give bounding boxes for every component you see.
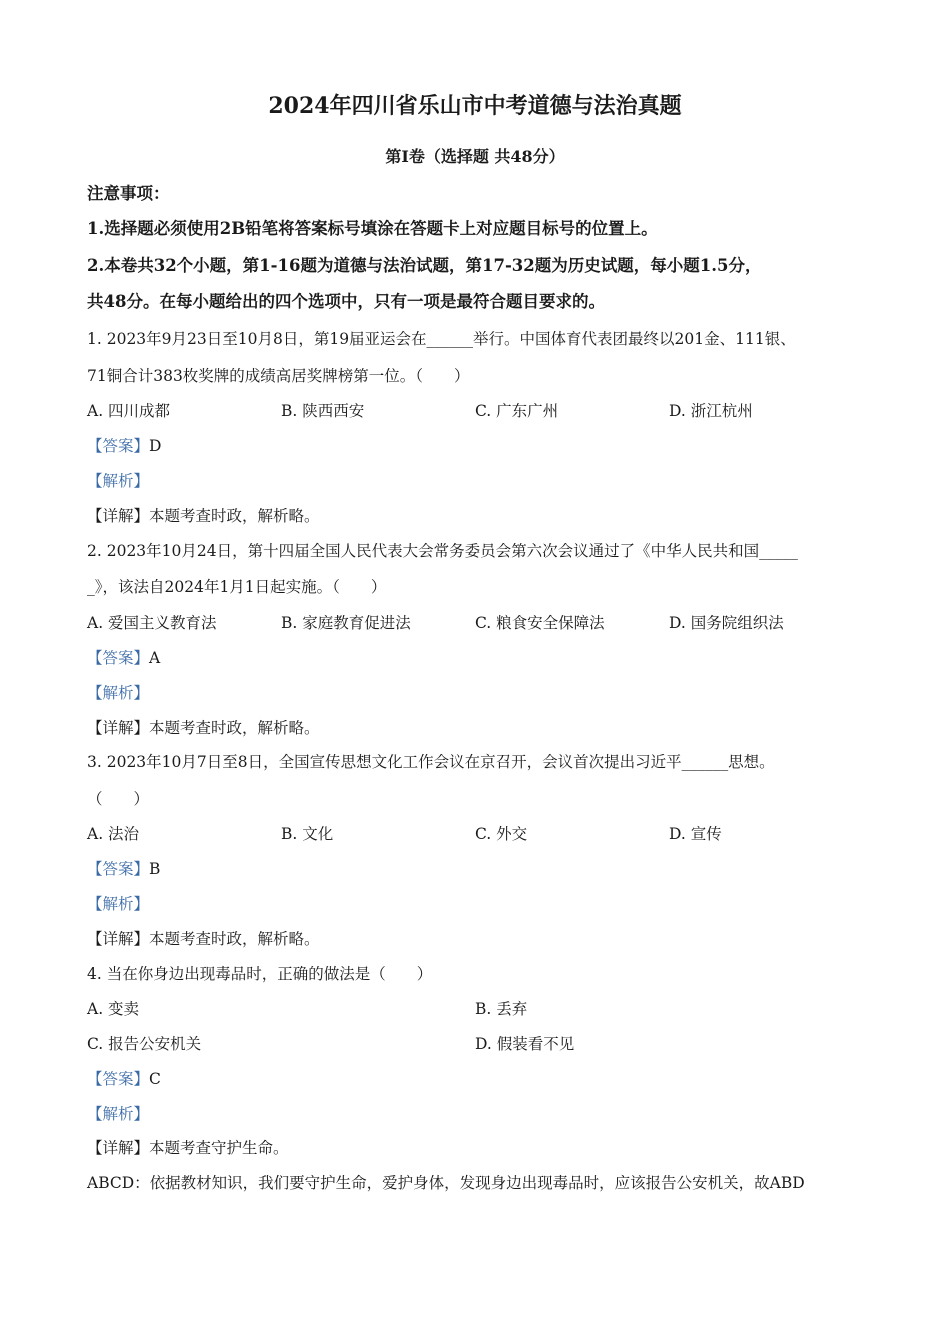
question-2-analysis-tag: 【解析】 xyxy=(87,684,150,702)
question-1-analysis-tag: 【解析】 xyxy=(87,472,150,490)
question-2-detail xyxy=(87,718,320,738)
answer-tag: 【答案】 xyxy=(87,1070,150,1088)
question-1-option-a: A. 四川成都 xyxy=(87,402,171,420)
question-1-detail xyxy=(87,506,320,526)
question-2-stem-line-1: 2. 2023年10月24日，第十四届全国人民代表大会常务委员会第六次会议通过了《中华人民共和国_____ xyxy=(87,542,798,560)
question-4-option-c: C. 报告公安机关 xyxy=(87,1035,202,1053)
notice-item-1: 1.选择题必须使用2B铅笔将答案标号填涂在答题卡上对应题目标号的位置上。 xyxy=(87,219,658,238)
question-4-option-b: B. 丢弃 xyxy=(475,1000,528,1018)
answer-tag: 【答案】 xyxy=(87,649,150,667)
question-4-explanation: ABCD：依据教材知识，我们要守护生命，爱护身体，发现身边出现毒品时，应该报告公安机关，故ABD xyxy=(87,1174,805,1192)
detail-text: 本题考查时政，解析略。 xyxy=(149,930,320,948)
answer-tag: 【答案】 xyxy=(87,437,150,455)
question-4-answer xyxy=(87,1069,161,1089)
question-2-option-c: C. 粮食安全保障法 xyxy=(475,614,605,632)
question-3-stem-line-1: 3. 2023年10月7日至8日，全国宣传思想文化工作会议在京召开，会议首次提出习近平______思想。 xyxy=(87,753,775,771)
question-2-option-b: B. 家庭教育促进法 xyxy=(281,614,411,632)
question-1-answer xyxy=(87,436,161,456)
question-1-option-b: B. 陕西西安 xyxy=(281,402,365,420)
detail-text: 本题考查时政，解析略。 xyxy=(149,719,320,737)
detail-text: 本题考查守护生命。 xyxy=(149,1139,289,1157)
question-3-option-b: B. 文化 xyxy=(281,825,334,843)
question-1-option-c: C. 广东广州 xyxy=(475,402,559,420)
answer-value: D xyxy=(149,437,162,455)
detail-tag: 【详解】 xyxy=(87,507,150,525)
document-title: 2024年四川省乐山市中考道德与法治真题 xyxy=(268,93,682,119)
question-4-analysis-tag: 【解析】 xyxy=(87,1105,150,1123)
section-subtitle: 第Ⅰ卷（选择题 共48分） xyxy=(385,147,565,166)
question-1-option-d: D. 浙江杭州 xyxy=(669,402,753,420)
detail-tag: 【详解】 xyxy=(87,1139,150,1157)
question-1-stem-line-2: 71铜合计383枚奖牌的成绩高居奖牌榜第一位。（ ） xyxy=(87,367,470,385)
notice-item-2-line-2: 共48分。在每小题给出的四个选项中，只有一项是最符合题目要求的。 xyxy=(87,292,605,311)
question-3-detail xyxy=(87,929,320,949)
detail-tag: 【详解】 xyxy=(87,930,150,948)
question-3-option-d: D. 宣传 xyxy=(669,825,722,843)
answer-value: A xyxy=(149,649,161,667)
question-2-answer xyxy=(87,648,160,668)
question-4-option-a: A. 变卖 xyxy=(87,1000,140,1018)
answer-value: C xyxy=(149,1070,161,1088)
question-4-stem: 4. 当在你身边出现毒品时，正确的做法是（ ） xyxy=(87,965,433,983)
question-3-answer xyxy=(87,859,160,879)
question-2-option-a: A. 爱国主义教育法 xyxy=(87,614,217,632)
question-3-stem-line-2: （ ） xyxy=(87,790,150,808)
question-2-stem-line-2: _》，该法自2024年1月1日起实施。（ ） xyxy=(87,578,387,596)
question-3-analysis-tag: 【解析】 xyxy=(87,895,150,913)
answer-value: B xyxy=(149,860,161,878)
notice-heading: 注意事项： xyxy=(87,184,170,203)
question-4-detail xyxy=(87,1138,289,1158)
question-1-stem-line-1: 1. 2023年9月23日至10月8日，第19届亚运会在______举行。中国体育代表团最终以201金、111银、 xyxy=(87,330,796,348)
detail-tag: 【详解】 xyxy=(87,719,150,737)
detail-text: 本题考查时政，解析略。 xyxy=(149,507,320,525)
answer-tag: 【答案】 xyxy=(87,860,150,878)
question-3-option-c: C. 外交 xyxy=(475,825,528,843)
question-3-option-a: A. 法治 xyxy=(87,825,140,843)
question-2-option-d: D. 国务院组织法 xyxy=(669,614,784,632)
question-4-option-d: D. 假装看不见 xyxy=(475,1035,575,1053)
notice-item-2-line-1: 2.本卷共32个小题，第1-16题为道德与法治试题，第17-32题为历史试题，每小题1.5分， xyxy=(87,256,762,275)
